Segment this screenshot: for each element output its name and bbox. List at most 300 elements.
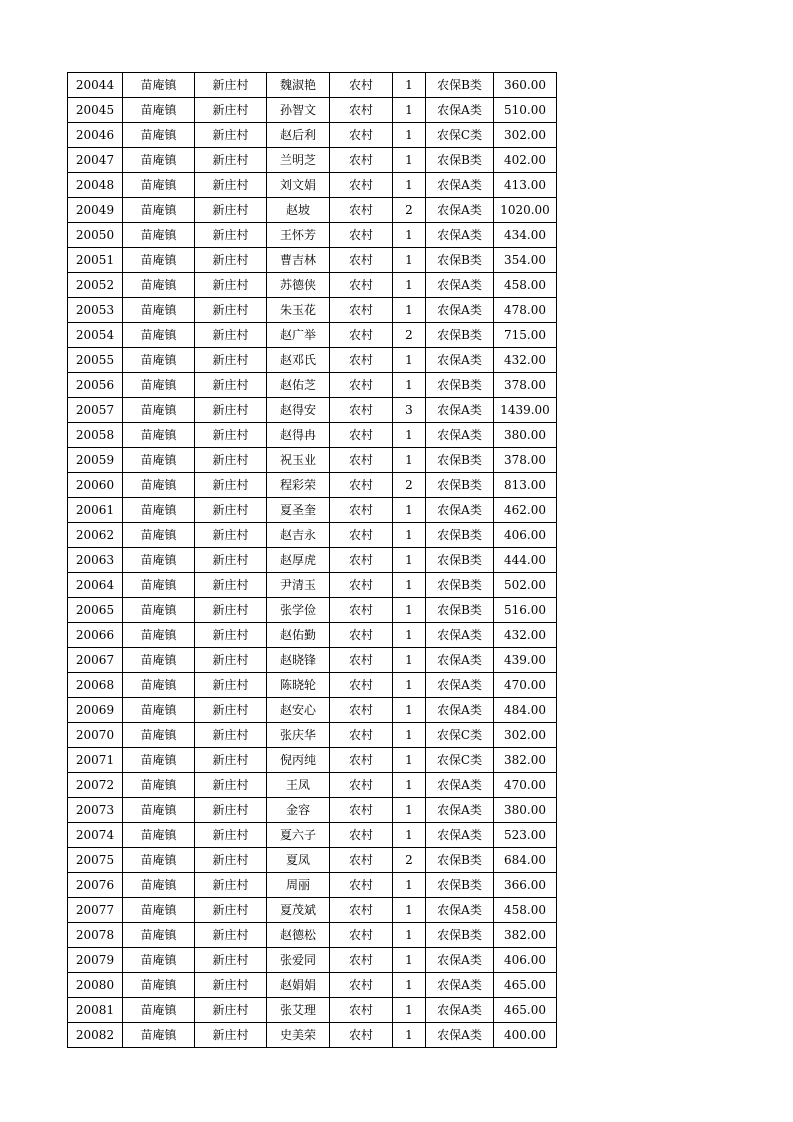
cell-count: 2 xyxy=(393,473,426,498)
cell-category: 农保B类 xyxy=(426,373,494,398)
cell-count: 1 xyxy=(393,523,426,548)
cell-type: 农村 xyxy=(330,73,393,98)
table-row xyxy=(68,698,557,723)
cell-category: 农保C类 xyxy=(426,748,494,773)
cell-amount: 382.00 xyxy=(494,923,557,948)
cell-id: 20060 xyxy=(68,473,123,498)
table-row xyxy=(68,473,557,498)
cell-id: 20071 xyxy=(68,748,123,773)
cell-amount: 465.00 xyxy=(494,998,557,1023)
table-row xyxy=(68,548,557,573)
cell-type: 农村 xyxy=(330,1023,393,1048)
cell-category: 农保A类 xyxy=(426,1023,494,1048)
cell-town: 苗庵镇 xyxy=(123,73,195,98)
cell-amount: 470.00 xyxy=(494,773,557,798)
cell-town: 苗庵镇 xyxy=(123,673,195,698)
cell-type: 农村 xyxy=(330,498,393,523)
cell-count: 1 xyxy=(393,773,426,798)
cell-town: 苗庵镇 xyxy=(123,723,195,748)
table-row xyxy=(68,948,557,973)
table-row xyxy=(68,373,557,398)
cell-name: 夏茂斌 xyxy=(267,898,330,923)
cell-name: 张艾理 xyxy=(267,998,330,1023)
cell-town: 苗庵镇 xyxy=(123,598,195,623)
table-row xyxy=(68,748,557,773)
cell-town: 苗庵镇 xyxy=(123,273,195,298)
cell-town: 苗庵镇 xyxy=(123,748,195,773)
cell-amount: 406.00 xyxy=(494,523,557,548)
cell-village: 新庄村 xyxy=(195,648,267,673)
cell-village: 新庄村 xyxy=(195,223,267,248)
cell-amount: 510.00 xyxy=(494,98,557,123)
cell-type: 农村 xyxy=(330,648,393,673)
table-row xyxy=(68,648,557,673)
cell-id: 20079 xyxy=(68,948,123,973)
cell-count: 1 xyxy=(393,248,426,273)
cell-name: 刘文娟 xyxy=(267,173,330,198)
cell-type: 农村 xyxy=(330,548,393,573)
cell-count: 1 xyxy=(393,898,426,923)
table-row xyxy=(68,348,557,373)
cell-village: 新庄村 xyxy=(195,848,267,873)
cell-type: 农村 xyxy=(330,123,393,148)
cell-id: 20051 xyxy=(68,248,123,273)
cell-name: 朱玉花 xyxy=(267,298,330,323)
cell-name: 赵厚虎 xyxy=(267,548,330,573)
cell-type: 农村 xyxy=(330,698,393,723)
table-row xyxy=(68,448,557,473)
cell-amount: 462.00 xyxy=(494,498,557,523)
cell-name: 赵德松 xyxy=(267,923,330,948)
cell-village: 新庄村 xyxy=(195,623,267,648)
cell-type: 农村 xyxy=(330,473,393,498)
cell-amount: 470.00 xyxy=(494,673,557,698)
cell-name: 赵广举 xyxy=(267,323,330,348)
cell-count: 2 xyxy=(393,198,426,223)
cell-id: 20052 xyxy=(68,273,123,298)
cell-name: 夏圣奎 xyxy=(267,498,330,523)
cell-name: 夏凤 xyxy=(267,848,330,873)
cell-village: 新庄村 xyxy=(195,873,267,898)
cell-count: 1 xyxy=(393,573,426,598)
cell-count: 1 xyxy=(393,423,426,448)
cell-type: 农村 xyxy=(330,723,393,748)
cell-name: 张爱同 xyxy=(267,948,330,973)
cell-type: 农村 xyxy=(330,523,393,548)
cell-amount: 406.00 xyxy=(494,948,557,973)
cell-name: 张学俭 xyxy=(267,598,330,623)
cell-count: 1 xyxy=(393,273,426,298)
cell-town: 苗庵镇 xyxy=(123,998,195,1023)
cell-village: 新庄村 xyxy=(195,998,267,1023)
cell-category: 农保A类 xyxy=(426,198,494,223)
cell-category: 农保A类 xyxy=(426,298,494,323)
cell-id: 20059 xyxy=(68,448,123,473)
cell-id: 20066 xyxy=(68,623,123,648)
cell-category: 农保B类 xyxy=(426,548,494,573)
cell-village: 新庄村 xyxy=(195,123,267,148)
cell-town: 苗庵镇 xyxy=(123,898,195,923)
cell-name: 赵后利 xyxy=(267,123,330,148)
cell-type: 农村 xyxy=(330,173,393,198)
cell-village: 新庄村 xyxy=(195,748,267,773)
cell-name: 金容 xyxy=(267,798,330,823)
cell-name: 赵得冉 xyxy=(267,423,330,448)
cell-category: 农保A类 xyxy=(426,698,494,723)
table-row xyxy=(68,623,557,648)
cell-category: 农保C类 xyxy=(426,123,494,148)
cell-category: 农保A类 xyxy=(426,973,494,998)
cell-amount: 523.00 xyxy=(494,823,557,848)
cell-town: 苗庵镇 xyxy=(123,698,195,723)
cell-category: 农保B类 xyxy=(426,523,494,548)
cell-village: 新庄村 xyxy=(195,598,267,623)
cell-id: 20053 xyxy=(68,298,123,323)
cell-count: 1 xyxy=(393,723,426,748)
table-row xyxy=(68,273,557,298)
cell-type: 农村 xyxy=(330,448,393,473)
cell-amount: 378.00 xyxy=(494,448,557,473)
table-row xyxy=(68,498,557,523)
cell-amount: 1020.00 xyxy=(494,198,557,223)
cell-town: 苗庵镇 xyxy=(123,548,195,573)
cell-category: 农保A类 xyxy=(426,273,494,298)
cell-town: 苗庵镇 xyxy=(123,423,195,448)
cell-village: 新庄村 xyxy=(195,723,267,748)
cell-category: 农保A类 xyxy=(426,773,494,798)
cell-village: 新庄村 xyxy=(195,373,267,398)
cell-town: 苗庵镇 xyxy=(123,923,195,948)
cell-count: 1 xyxy=(393,98,426,123)
cell-id: 20075 xyxy=(68,848,123,873)
table-row xyxy=(68,1023,557,1048)
cell-name: 夏六子 xyxy=(267,823,330,848)
cell-amount: 302.00 xyxy=(494,123,557,148)
table-row xyxy=(68,848,557,873)
cell-category: 农保A类 xyxy=(426,348,494,373)
cell-category: 农保A类 xyxy=(426,673,494,698)
cell-amount: 813.00 xyxy=(494,473,557,498)
cell-name: 陈晓轮 xyxy=(267,673,330,698)
cell-count: 1 xyxy=(393,148,426,173)
table-body xyxy=(68,73,557,1048)
cell-category: 农保B类 xyxy=(426,848,494,873)
table-row xyxy=(68,673,557,698)
cell-name: 倪丙纯 xyxy=(267,748,330,773)
table-row xyxy=(68,723,557,748)
cell-name: 王怀芳 xyxy=(267,223,330,248)
table-row xyxy=(68,98,557,123)
cell-count: 1 xyxy=(393,798,426,823)
table-row xyxy=(68,598,557,623)
table-row xyxy=(68,148,557,173)
cell-type: 农村 xyxy=(330,273,393,298)
cell-count: 1 xyxy=(393,223,426,248)
cell-type: 农村 xyxy=(330,848,393,873)
cell-id: 20065 xyxy=(68,598,123,623)
cell-amount: 354.00 xyxy=(494,248,557,273)
cell-count: 1 xyxy=(393,498,426,523)
cell-type: 农村 xyxy=(330,248,393,273)
cell-name: 兰明芝 xyxy=(267,148,330,173)
cell-id: 20072 xyxy=(68,773,123,798)
cell-amount: 360.00 xyxy=(494,73,557,98)
cell-village: 新庄村 xyxy=(195,173,267,198)
cell-amount: 458.00 xyxy=(494,273,557,298)
cell-count: 1 xyxy=(393,348,426,373)
cell-village: 新庄村 xyxy=(195,973,267,998)
table-row xyxy=(68,198,557,223)
cell-amount: 1439.00 xyxy=(494,398,557,423)
cell-count: 1 xyxy=(393,673,426,698)
cell-id: 20054 xyxy=(68,323,123,348)
cell-town: 苗庵镇 xyxy=(123,348,195,373)
cell-town: 苗庵镇 xyxy=(123,398,195,423)
cell-name: 苏德侠 xyxy=(267,273,330,298)
cell-name: 赵安心 xyxy=(267,698,330,723)
cell-type: 农村 xyxy=(330,798,393,823)
cell-name: 曹吉林 xyxy=(267,248,330,273)
cell-type: 农村 xyxy=(330,148,393,173)
table-row xyxy=(68,323,557,348)
table-row xyxy=(68,798,557,823)
cell-town: 苗庵镇 xyxy=(123,523,195,548)
cell-amount: 715.00 xyxy=(494,323,557,348)
cell-id: 20063 xyxy=(68,548,123,573)
cell-town: 苗庵镇 xyxy=(123,248,195,273)
cell-village: 新庄村 xyxy=(195,773,267,798)
table-row xyxy=(68,573,557,598)
cell-village: 新庄村 xyxy=(195,823,267,848)
cell-type: 农村 xyxy=(330,598,393,623)
cell-name: 祝玉业 xyxy=(267,448,330,473)
cell-name: 赵邓氏 xyxy=(267,348,330,373)
cell-name: 孙智文 xyxy=(267,98,330,123)
cell-type: 农村 xyxy=(330,298,393,323)
cell-village: 新庄村 xyxy=(195,573,267,598)
cell-amount: 458.00 xyxy=(494,898,557,923)
cell-village: 新庄村 xyxy=(195,948,267,973)
cell-id: 20074 xyxy=(68,823,123,848)
cell-type: 农村 xyxy=(330,323,393,348)
cell-count: 1 xyxy=(393,973,426,998)
cell-type: 农村 xyxy=(330,623,393,648)
cell-category: 农保B类 xyxy=(426,323,494,348)
cell-village: 新庄村 xyxy=(195,698,267,723)
cell-id: 20081 xyxy=(68,998,123,1023)
cell-amount: 400.00 xyxy=(494,1023,557,1048)
cell-category: 农保B类 xyxy=(426,148,494,173)
cell-category: 农保B类 xyxy=(426,598,494,623)
cell-id: 20057 xyxy=(68,398,123,423)
cell-id: 20062 xyxy=(68,523,123,548)
cell-town: 苗庵镇 xyxy=(123,1023,195,1048)
cell-type: 农村 xyxy=(330,398,393,423)
cell-count: 1 xyxy=(393,923,426,948)
cell-amount: 382.00 xyxy=(494,748,557,773)
cell-amount: 413.00 xyxy=(494,173,557,198)
cell-category: 农保B类 xyxy=(426,473,494,498)
cell-id: 20061 xyxy=(68,498,123,523)
cell-id: 20045 xyxy=(68,98,123,123)
cell-village: 新庄村 xyxy=(195,673,267,698)
cell-id: 20048 xyxy=(68,173,123,198)
cell-category: 农保B类 xyxy=(426,923,494,948)
cell-id: 20077 xyxy=(68,898,123,923)
cell-category: 农保B类 xyxy=(426,573,494,598)
cell-amount: 366.00 xyxy=(494,873,557,898)
cell-count: 3 xyxy=(393,398,426,423)
cell-id: 20047 xyxy=(68,148,123,173)
cell-town: 苗庵镇 xyxy=(123,823,195,848)
cell-id: 20064 xyxy=(68,573,123,598)
cell-type: 农村 xyxy=(330,423,393,448)
cell-village: 新庄村 xyxy=(195,548,267,573)
cell-village: 新庄村 xyxy=(195,198,267,223)
cell-village: 新庄村 xyxy=(195,523,267,548)
cell-amount: 465.00 xyxy=(494,973,557,998)
cell-village: 新庄村 xyxy=(195,798,267,823)
cell-amount: 502.00 xyxy=(494,573,557,598)
cell-category: 农保B类 xyxy=(426,448,494,473)
cell-name: 赵吉永 xyxy=(267,523,330,548)
table-row xyxy=(68,173,557,198)
cell-amount: 432.00 xyxy=(494,623,557,648)
cell-count: 2 xyxy=(393,848,426,873)
cell-town: 苗庵镇 xyxy=(123,873,195,898)
cell-id: 20073 xyxy=(68,798,123,823)
cell-count: 1 xyxy=(393,548,426,573)
cell-category: 农保B类 xyxy=(426,873,494,898)
cell-type: 农村 xyxy=(330,948,393,973)
cell-name: 赵娟娟 xyxy=(267,973,330,998)
cell-village: 新庄村 xyxy=(195,298,267,323)
cell-type: 农村 xyxy=(330,773,393,798)
cell-id: 20055 xyxy=(68,348,123,373)
cell-category: 农保A类 xyxy=(426,948,494,973)
cell-type: 农村 xyxy=(330,998,393,1023)
cell-amount: 302.00 xyxy=(494,723,557,748)
table-row xyxy=(68,773,557,798)
cell-amount: 444.00 xyxy=(494,548,557,573)
cell-amount: 380.00 xyxy=(494,798,557,823)
cell-category: 农保A类 xyxy=(426,423,494,448)
cell-count: 1 xyxy=(393,598,426,623)
cell-count: 1 xyxy=(393,948,426,973)
table-row xyxy=(68,823,557,848)
cell-count: 1 xyxy=(393,823,426,848)
cell-name: 史美荣 xyxy=(267,1023,330,1048)
cell-category: 农保A类 xyxy=(426,173,494,198)
cell-amount: 484.00 xyxy=(494,698,557,723)
cell-type: 农村 xyxy=(330,873,393,898)
table-row xyxy=(68,998,557,1023)
cell-category: 农保A类 xyxy=(426,898,494,923)
cell-name: 赵佑勤 xyxy=(267,623,330,648)
table-row xyxy=(68,298,557,323)
cell-town: 苗庵镇 xyxy=(123,573,195,598)
cell-village: 新庄村 xyxy=(195,473,267,498)
cell-village: 新庄村 xyxy=(195,98,267,123)
cell-count: 1 xyxy=(393,373,426,398)
table-row xyxy=(68,923,557,948)
cell-category: 农保A类 xyxy=(426,998,494,1023)
table-row xyxy=(68,248,557,273)
cell-town: 苗庵镇 xyxy=(123,123,195,148)
table-row xyxy=(68,523,557,548)
cell-town: 苗庵镇 xyxy=(123,198,195,223)
cell-count: 1 xyxy=(393,73,426,98)
data-table xyxy=(67,72,557,1048)
cell-count: 1 xyxy=(393,173,426,198)
cell-type: 农村 xyxy=(330,748,393,773)
table-row xyxy=(68,73,557,98)
cell-town: 苗庵镇 xyxy=(123,798,195,823)
cell-id: 20082 xyxy=(68,1023,123,1048)
cell-id: 20078 xyxy=(68,923,123,948)
cell-village: 新庄村 xyxy=(195,1023,267,1048)
cell-town: 苗庵镇 xyxy=(123,773,195,798)
cell-town: 苗庵镇 xyxy=(123,298,195,323)
cell-village: 新庄村 xyxy=(195,323,267,348)
cell-name: 程彩荣 xyxy=(267,473,330,498)
cell-type: 农村 xyxy=(330,973,393,998)
cell-name: 赵得安 xyxy=(267,398,330,423)
cell-town: 苗庵镇 xyxy=(123,148,195,173)
cell-id: 20070 xyxy=(68,723,123,748)
cell-name: 尹清玉 xyxy=(267,573,330,598)
cell-amount: 402.00 xyxy=(494,148,557,173)
cell-town: 苗庵镇 xyxy=(123,948,195,973)
cell-name: 王凤 xyxy=(267,773,330,798)
cell-type: 农村 xyxy=(330,198,393,223)
cell-name: 周丽 xyxy=(267,873,330,898)
cell-name: 张庆华 xyxy=(267,723,330,748)
cell-count: 1 xyxy=(393,1023,426,1048)
cell-count: 1 xyxy=(393,748,426,773)
cell-name: 赵晓锋 xyxy=(267,648,330,673)
cell-id: 20044 xyxy=(68,73,123,98)
cell-type: 农村 xyxy=(330,923,393,948)
cell-amount: 439.00 xyxy=(494,648,557,673)
cell-amount: 516.00 xyxy=(494,598,557,623)
cell-amount: 434.00 xyxy=(494,223,557,248)
cell-count: 1 xyxy=(393,448,426,473)
cell-count: 1 xyxy=(393,298,426,323)
cell-town: 苗庵镇 xyxy=(123,173,195,198)
cell-village: 新庄村 xyxy=(195,73,267,98)
cell-amount: 378.00 xyxy=(494,373,557,398)
table-row xyxy=(68,873,557,898)
table-row xyxy=(68,398,557,423)
cell-id: 20046 xyxy=(68,123,123,148)
cell-category: 农保B类 xyxy=(426,248,494,273)
cell-type: 农村 xyxy=(330,573,393,598)
cell-category: 农保A类 xyxy=(426,623,494,648)
cell-village: 新庄村 xyxy=(195,148,267,173)
cell-name: 赵佑芝 xyxy=(267,373,330,398)
cell-name: 赵坡 xyxy=(267,198,330,223)
cell-town: 苗庵镇 xyxy=(123,448,195,473)
table-row xyxy=(68,123,557,148)
cell-type: 农村 xyxy=(330,98,393,123)
cell-category: 农保A类 xyxy=(426,223,494,248)
cell-town: 苗庵镇 xyxy=(123,323,195,348)
cell-town: 苗庵镇 xyxy=(123,373,195,398)
cell-id: 20069 xyxy=(68,698,123,723)
cell-village: 新庄村 xyxy=(195,923,267,948)
cell-category: 农保A类 xyxy=(426,98,494,123)
